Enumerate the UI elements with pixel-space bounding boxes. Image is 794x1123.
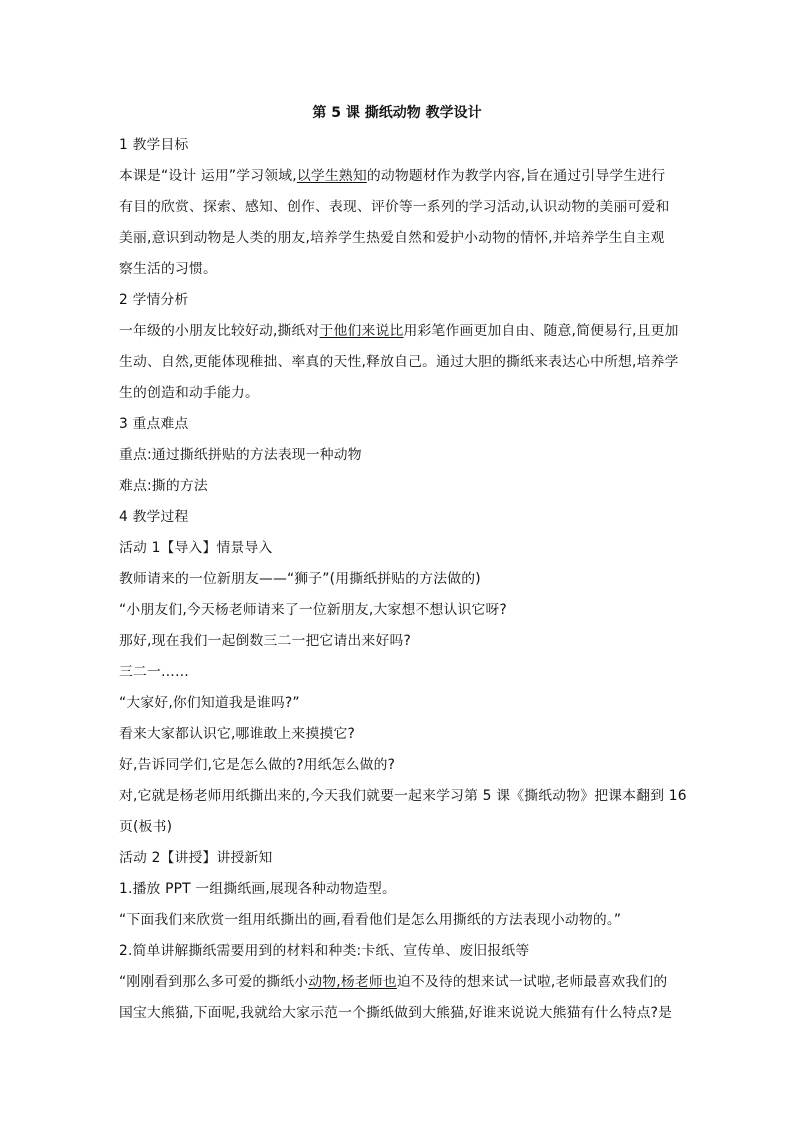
text-line: 重点:通过撕纸拼贴的方法表现一种动物 bbox=[119, 447, 362, 463]
text-line: “小朋友们,今天杨老师请来了一位新朋友,大家想不想认识它呀? bbox=[119, 602, 507, 618]
text-line: 活动 2【讲授】讲授新知 bbox=[119, 850, 273, 866]
text-segment: 的动物题材作为教学内容,旨在通过引导学生进行 bbox=[366, 168, 666, 184]
text-line: 生动、自然,更能体现稚拙、率真的天性,释放自己。通过大胆的撕纸来表达心中所想,培养学 bbox=[119, 354, 679, 370]
document-title: 第 5 课 撕纸动物 教学设计 bbox=[312, 105, 482, 121]
text-line: 页(板书) bbox=[119, 819, 173, 835]
text-line: 有目的欣赏、探索、感知、创作、表现、评价等一系列的学习活动,认识动物的美丽可爱和 bbox=[119, 199, 670, 215]
text-line: 3 重点难点 bbox=[119, 416, 189, 432]
text-line: 好,告诉同学们,它是怎么做的?用纸怎么做的? bbox=[119, 757, 396, 773]
text-line: 1 教学目标 bbox=[119, 137, 189, 153]
underlined-text: 以学生熟知 bbox=[296, 168, 367, 184]
text-line: 国宝大熊猫,下面呢,我就给大家示范一个撕纸做到大熊猫,好谁来说说大熊猫有什么特点?是 bbox=[119, 1005, 673, 1021]
text-line: 1.播放 PPT 一组撕纸画,展现各种动物造型。 bbox=[119, 881, 396, 897]
text-line: 三二一…… bbox=[119, 664, 189, 680]
text-line bbox=[119, 316, 679, 347]
text-line: 对,它就是杨老师用纸撕出来的,今天我们就要一起来学习第 5 课《撕纸动物》把课本翻到 16 bbox=[119, 788, 687, 804]
text-line: 看来大家都认识它,哪谁敢上来摸摸它? bbox=[119, 726, 356, 742]
text-segment: 迫不及待的想来试一试啦,老师最喜欢我们的 bbox=[396, 974, 668, 990]
document-body bbox=[119, 130, 687, 1029]
text-line: 教师请来的一位新朋友——“狮子”(用撕纸拼贴的方法做的) bbox=[119, 571, 481, 587]
text-line: 4 教学过程 bbox=[119, 509, 189, 525]
text-line: 2.简单讲解撕纸需要用到的材料和种类:卡纸、宣传单、废旧报纸等 bbox=[119, 943, 530, 959]
text-line: 难点:撕的方法 bbox=[119, 478, 208, 494]
text-line: 活动 1【导入】情景导入 bbox=[119, 540, 273, 556]
underlined-text: 于他们来说比 bbox=[319, 323, 404, 339]
text-line: 那好,现在我们一起倒数三二一把它请出来好吗? bbox=[119, 633, 412, 649]
underlined-text: 动物,杨老师也 bbox=[308, 974, 397, 990]
text-line bbox=[119, 967, 679, 998]
text-segment: “刚刚看到那么多可爱的撕纸小 bbox=[119, 974, 309, 990]
text-line: 生的创造和动手能力。 bbox=[119, 385, 259, 401]
text-segment: 用彩笔作画更加自由、随意,简便易行,且更加 bbox=[403, 323, 679, 339]
text-line: 美丽,意识到动物是人类的朋友,培养学生热爱自然和爱护小动物的情怀,并培养学生自主观 bbox=[119, 230, 665, 246]
text-line: “下面我们来欣赏一组用纸撕出的画,看看他们是怎么用撕纸的方法表现小动物的。” bbox=[119, 912, 622, 928]
text-line: “大家好,你们知道我是谁吗?” bbox=[119, 695, 300, 711]
text-segment: 一年级的小朋友比较好动,撕纸对 bbox=[119, 323, 320, 339]
text-segment: 本课是“设计 运用”学习领域, bbox=[119, 168, 297, 184]
text-line: 2 学情分析 bbox=[119, 292, 189, 308]
text-line: 察生活的习惯。 bbox=[119, 261, 217, 277]
text-line bbox=[119, 161, 679, 192]
